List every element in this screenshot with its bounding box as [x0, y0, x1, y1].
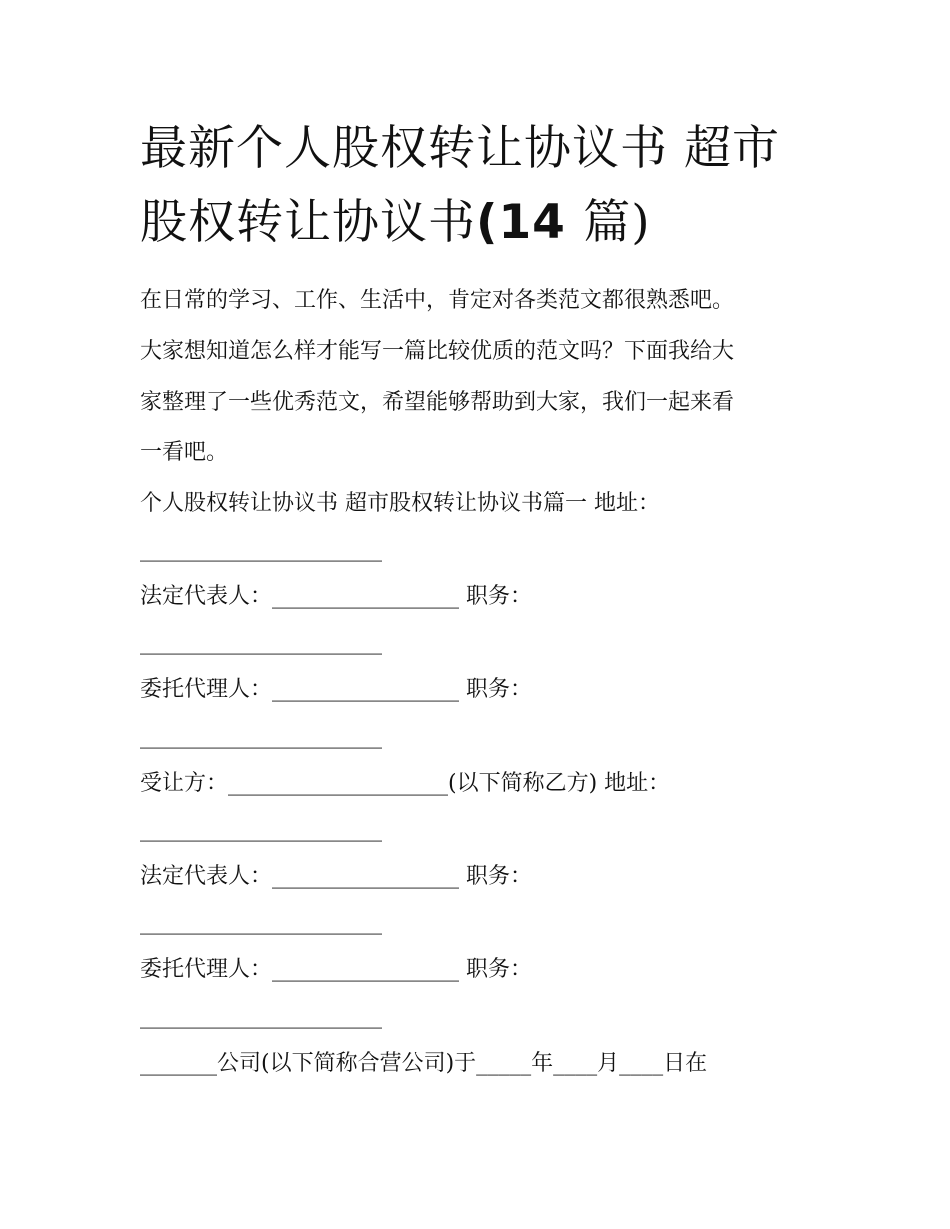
- title-part-3: (14: [476, 195, 584, 250]
- body-line-8: ______________________: [140, 817, 382, 842]
- body-line-6: ______________________: [140, 724, 382, 749]
- body-line-3: 法定代表人：_________________ 职务：: [140, 584, 532, 609]
- body-line-11: 委托代理人：_________________ 职务：: [140, 957, 532, 982]
- intro-line-3: 家整理了一些优秀范文，希望能够帮助到大家，我们一起来看: [140, 390, 735, 415]
- body-line-7: 受让方：____________________(以下简称乙方) 地址：: [140, 771, 671, 796]
- body-line-2: ______________________: [140, 537, 382, 562]
- intro-line-4: 一看吧。: [140, 440, 229, 465]
- body-line-10: ______________________: [140, 910, 382, 935]
- body-line-4: ______________________: [140, 630, 382, 655]
- intro-line-2: 大家想知道怎么样才能写一篇比较优质的范文吗？下面我给大: [140, 339, 735, 364]
- body-line-13: _______公司(以下简称合营公司)于_____年____月____日在: [140, 1051, 708, 1076]
- document-title: [140, 112, 840, 260]
- body-line-5: 委托代理人：_________________ 职务：: [140, 677, 532, 702]
- title-part-4: 篇): [583, 195, 651, 250]
- title-part-2: 股权转让协议书: [140, 195, 476, 250]
- body-line-9: 法定代表人：_________________ 职务：: [140, 864, 532, 889]
- body-line-1: 个人股权转让协议书 超市股权转让协议书篇一 地址：: [140, 491, 660, 516]
- title-part-1: 最新个人股权转让协议书 超市: [140, 121, 780, 176]
- intro-line-1: 在日常的学习、工作、生活中，肯定对各类范文都很熟悉吧。: [140, 288, 735, 313]
- body-line-12: ______________________: [140, 1004, 382, 1029]
